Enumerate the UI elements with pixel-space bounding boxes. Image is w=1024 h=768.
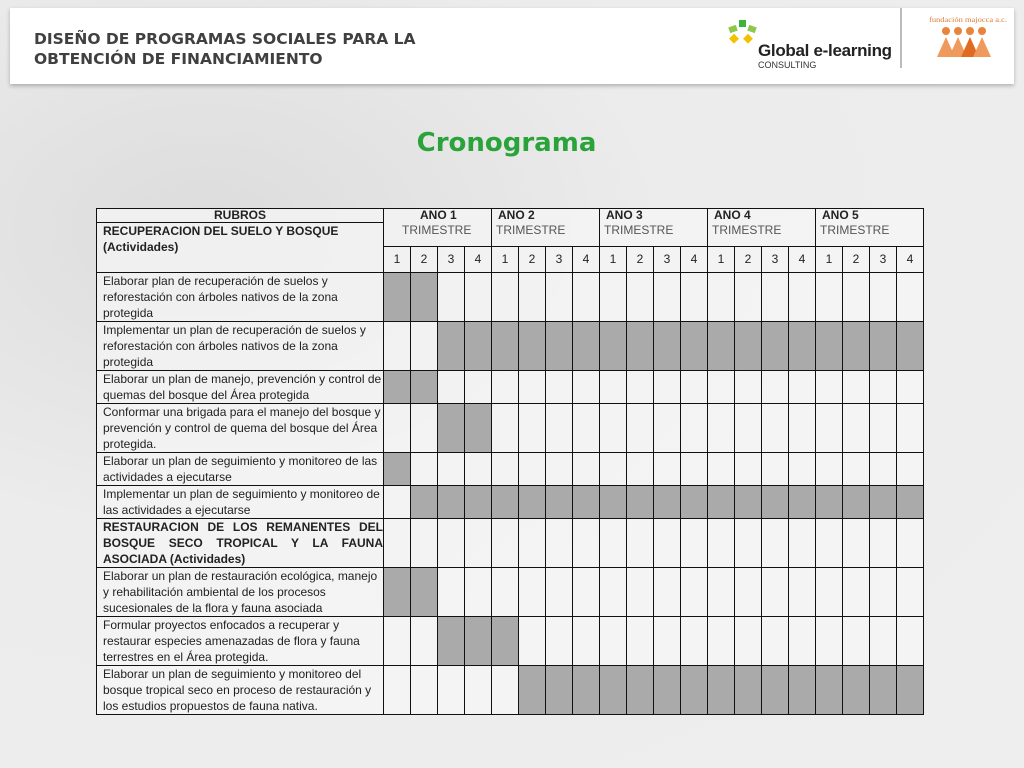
gantt-cell [870,453,897,486]
gantt-cell [816,371,843,404]
gantt-cell [708,568,735,617]
gantt-cell [573,568,600,617]
gantt-cell [627,453,654,486]
gantt-cell [681,519,708,568]
gantt-cell [384,617,411,666]
gantt-cell-filled [411,486,438,519]
gantt-cell-filled [789,486,816,519]
gantt-cell [762,371,789,404]
gantt-cell [843,404,870,453]
gantt-cell [843,371,870,404]
gantt-cell [573,273,600,322]
slide-header [10,8,1014,84]
gantt-cell-filled [411,371,438,404]
gantt-cell [465,568,492,617]
activity-row [97,404,924,453]
gantt-cell [816,519,843,568]
quarter-number: 4 [897,247,924,273]
header-row-years [97,209,924,223]
gantt-cell [573,453,600,486]
gantt-cell [465,666,492,715]
gantt-cell [465,453,492,486]
gantt-cell [816,273,843,322]
quarter-number: 2 [627,247,654,273]
logo-name: Global e-learning [758,41,892,60]
activity-label: Elaborar un plan de seguimiento y monitoreo de las actividades a ejecutarse [97,453,384,486]
gantt-cell [681,453,708,486]
gantt-cell [438,568,465,617]
section-header-recuperacion: RECUPERACION DEL SUELO Y BOSQUE (Actividades) [97,223,384,273]
trimestre-label: TRIMESTRE [708,223,816,247]
gantt-cell [654,371,681,404]
page-title: Cronograma [416,128,597,158]
gantt-cell [627,617,654,666]
gantt-cell [573,519,600,568]
quarter-number: 3 [438,247,465,273]
gantt-cell-filled [681,486,708,519]
quarter-number: 1 [600,247,627,273]
gantt-cell [384,486,411,519]
gantt-cell [600,453,627,486]
year-header: ANO 1 [384,209,492,223]
gantt-cell [816,404,843,453]
quarter-number: 1 [384,247,411,273]
gantt-cell [654,568,681,617]
gantt-cell-filled [573,322,600,371]
gantt-cell [411,404,438,453]
year-header: ANO 3 [600,209,708,223]
gantt-cell-filled [762,322,789,371]
gantt-cell-filled [492,617,519,666]
gantt-cell [627,371,654,404]
gantt-cell-filled [573,666,600,715]
gantt-cell [735,568,762,617]
gantt-cell [384,666,411,715]
gantt-cell [789,617,816,666]
gantt-cell-filled [735,666,762,715]
gantt-cell [438,453,465,486]
gantt-cell-filled [708,486,735,519]
gantt-cell [492,519,519,568]
gantt-cell-filled [897,666,924,715]
gantt-cell [789,404,816,453]
gantt-cell [627,568,654,617]
trimestre-label: TRIMESTRE [492,223,600,247]
gantt-cell-filled [843,486,870,519]
activity-row [97,322,924,371]
gantt-cell [789,371,816,404]
gantt-cell [681,568,708,617]
gantt-cell [870,404,897,453]
gantt-cell-filled [465,486,492,519]
quarter-number: 4 [789,247,816,273]
gantt-cell-filled [600,322,627,371]
schedule-table [96,208,924,715]
gantt-cell [519,453,546,486]
gantt-cell-filled [708,322,735,371]
header-title-line1: DISEÑO DE PROGRAMAS SOCIALES PARA LA [34,30,416,48]
gantt-cell-filled [843,322,870,371]
gantt-cell-filled [546,486,573,519]
activity-label: Elaborar plan de recuperación de suelos y reforestación con árboles nativos de la zona protegida [97,273,384,322]
gantt-cell [708,273,735,322]
quarter-number: 3 [546,247,573,273]
gantt-cell [735,519,762,568]
gantt-cell [546,273,573,322]
logo-subtitle: CONSULTING [758,60,817,70]
gantt-cell-filled [384,453,411,486]
gantt-cell [708,371,735,404]
gantt-cell-filled [627,666,654,715]
gantt-cell-filled [708,666,735,715]
gantt-cell-filled [438,486,465,519]
activity-row [97,486,924,519]
gantt-cell [735,404,762,453]
gantt-cell [411,519,438,568]
gantt-cell [492,404,519,453]
gantt-cell [762,617,789,666]
quarter-number: 4 [465,247,492,273]
gantt-cell-filled [816,486,843,519]
quarter-number: 3 [654,247,681,273]
activity-row [97,273,924,322]
gantt-cell-filled [384,273,411,322]
quarter-number: 1 [492,247,519,273]
activity-row [97,371,924,404]
gantt-cell [438,371,465,404]
gantt-cell [897,617,924,666]
gantt-cell [627,404,654,453]
gantt-cell [519,617,546,666]
gantt-cell [600,519,627,568]
gantt-cell-filled [438,404,465,453]
quarter-number: 4 [573,247,600,273]
gantt-cell-filled [681,666,708,715]
activity-label: Elaborar un plan de restauración ecológica, manejo y rehabilitación ambiental de los procesos sucesionales de la flora y fauna asociada [97,568,384,617]
gantt-cell [546,404,573,453]
gantt-cell [519,404,546,453]
gantt-cell [816,453,843,486]
gantt-cell [411,322,438,371]
logo2-text: fundación majocca a.c. [929,16,1008,24]
gantt-cell [789,519,816,568]
gantt-cell-filled [384,568,411,617]
gantt-cell [573,404,600,453]
activity-label: Implementar un plan de recuperación de suelos y reforestación con árboles nativos de la zona protegida [97,322,384,371]
gantt-cell-filled [843,666,870,715]
gantt-cell [519,519,546,568]
gantt-cell [654,273,681,322]
activity-row [97,453,924,486]
quarter-number: 1 [816,247,843,273]
gantt-cell [600,404,627,453]
activity-label: Elaborar un plan de seguimiento y monitoreo del bosque tropical seco en proceso de restauración y los estudios propuestos de fauna nativa. [97,666,384,715]
quarter-number: 3 [870,247,897,273]
gantt-cell [600,273,627,322]
trimestre-label: TRIMESTRE [384,223,492,247]
gantt-cell-filled [465,404,492,453]
quarter-number: 2 [843,247,870,273]
gantt-cell-filled [735,322,762,371]
gantt-cell [843,273,870,322]
gantt-cell [762,453,789,486]
quarter-number: 3 [762,247,789,273]
gantt-cell-filled [546,666,573,715]
gantt-cell-filled [654,486,681,519]
gantt-cell [897,519,924,568]
gantt-cell-filled [438,617,465,666]
gantt-cell-filled [870,322,897,371]
gantt-cell [384,519,411,568]
trimestre-label: TRIMESTRE [600,223,708,247]
gantt-cell [789,568,816,617]
gantt-cell [897,404,924,453]
gantt-cell-filled [573,486,600,519]
gantt-cell [492,371,519,404]
gantt-cell [654,404,681,453]
gantt-cell-filled [411,273,438,322]
year-header: ANO 4 [708,209,816,223]
star-logo-icon [726,17,758,49]
gantt-cell [735,617,762,666]
gantt-cell [870,568,897,617]
gantt-cell [546,568,573,617]
gantt-cell [465,371,492,404]
gantt-cell-filled [465,322,492,371]
gantt-cell-filled [384,371,411,404]
quarter-number: 1 [708,247,735,273]
gantt-cell-filled [627,486,654,519]
year-header: ANO 5 [816,209,924,223]
gantt-cell [708,617,735,666]
gantt-cell [681,617,708,666]
gantt-cell-filled [681,322,708,371]
trimestre-label: TRIMESTRE [816,223,924,247]
activity-label: Formular proyectos enfocados a recuperar y restaurar especies amenazadas de flora y fauna terrestres en el Área protegida. [97,617,384,666]
gantt-cell [627,519,654,568]
gantt-cell [735,371,762,404]
gantt-cell [897,273,924,322]
gantt-cell [843,519,870,568]
gantt-cell [546,617,573,666]
gantt-cell-filled [897,486,924,519]
gantt-cell [897,371,924,404]
gantt-cell [897,568,924,617]
logo-divider [900,8,902,68]
gantt-cell-filled [519,322,546,371]
gantt-cell [843,568,870,617]
gantt-cell-filled [654,666,681,715]
header-title [34,29,416,69]
gantt-cell [654,453,681,486]
gantt-cell [438,666,465,715]
header-title-line2: OBTENCIÓN DE FINANCIAMIENTO [34,50,323,68]
gantt-cell-filled [492,322,519,371]
gantt-cell [762,568,789,617]
gantt-cell-filled [816,666,843,715]
gantt-cell-filled [789,666,816,715]
gantt-cell-filled [870,666,897,715]
gantt-cell [762,273,789,322]
gantt-cell [573,617,600,666]
gantt-cell [519,371,546,404]
activity-label: Conformar una brigada para el manejo del bosque y prevención y control de quema del bosque del Área protegida. [97,404,384,453]
gantt-cell [384,322,411,371]
gantt-cell [600,371,627,404]
gantt-cell [627,273,654,322]
gantt-cell-filled [762,666,789,715]
section-label: RESTAURACION DE LOS REMANENTES DEL BOSQUE SECO TROPICAL Y LA FAUNA ASOCIADA (Actividades) [97,519,384,568]
gantt-cell [492,453,519,486]
gantt-cell [384,404,411,453]
gantt-cell-filled [600,486,627,519]
gantt-cell-filled [519,486,546,519]
gantt-cell-filled [735,486,762,519]
gantt-cell [870,273,897,322]
gantt-cell [762,519,789,568]
gantt-cell-filled [492,486,519,519]
gantt-cell-filled [870,486,897,519]
gantt-cell [816,568,843,617]
gantt-cell [492,666,519,715]
gantt-cell [573,371,600,404]
gantt-cell [843,617,870,666]
gantt-cell [492,568,519,617]
gantt-cell-filled [438,322,465,371]
gantt-cell [492,273,519,322]
gantt-cell [411,453,438,486]
gantt-cell [762,404,789,453]
activity-row [97,617,924,666]
gantt-cell [843,453,870,486]
gantt-cell-filled [762,486,789,519]
gantt-cell [465,273,492,322]
header-row-trimestre [97,223,924,247]
quarter-number: 2 [411,247,438,273]
gantt-cell [789,453,816,486]
gantt-cell [411,617,438,666]
activity-label: Implementar un plan de seguimiento y monitoreo de las actividades a ejecutarse [97,486,384,519]
gantt-cell [519,273,546,322]
gantt-cell [816,617,843,666]
year-header: ANO 2 [492,209,600,223]
quarter-number: 2 [735,247,762,273]
fundacion-majocca-logo [928,14,1008,66]
gantt-cell [870,617,897,666]
rubros-header: RUBROS [97,209,384,223]
gantt-cell [789,273,816,322]
activity-row [97,666,924,715]
gantt-cell [546,519,573,568]
gantt-cell-filled [816,322,843,371]
section-row [97,519,924,568]
gantt-cell [681,404,708,453]
gantt-cell [735,273,762,322]
gantt-cell-filled [465,617,492,666]
gantt-cell [681,371,708,404]
gantt-cell [681,273,708,322]
gantt-cell [519,568,546,617]
gantt-cell [438,519,465,568]
gantt-cell [708,519,735,568]
gantt-cell-filled [627,322,654,371]
quarter-number: 4 [681,247,708,273]
gantt-cell [546,371,573,404]
activity-label: Elaborar un plan de manejo, prevención y control de quemas del bosque del Área protegida [97,371,384,404]
people-logo-icon [928,14,1008,66]
gantt-cell [708,404,735,453]
gantt-cell-filled [789,322,816,371]
activity-row [97,568,924,617]
gantt-cell [438,273,465,322]
gantt-cell-filled [600,666,627,715]
gantt-cell-filled [897,322,924,371]
gantt-cell [600,568,627,617]
gantt-cell-filled [519,666,546,715]
gantt-cell-filled [546,322,573,371]
gantt-cell-filled [411,568,438,617]
gantt-cell [411,666,438,715]
gantt-cell [465,519,492,568]
gantt-cell [654,617,681,666]
gantt-cell [870,371,897,404]
quarter-number: 2 [519,247,546,273]
gantt-cell [897,453,924,486]
gantt-cell [735,453,762,486]
gantt-cell [708,453,735,486]
gantt-cell [654,519,681,568]
gantt-cell [870,519,897,568]
gantt-cell [546,453,573,486]
gantt-cell-filled [654,322,681,371]
global-elearning-logo [726,17,896,73]
gantt-cell [600,617,627,666]
